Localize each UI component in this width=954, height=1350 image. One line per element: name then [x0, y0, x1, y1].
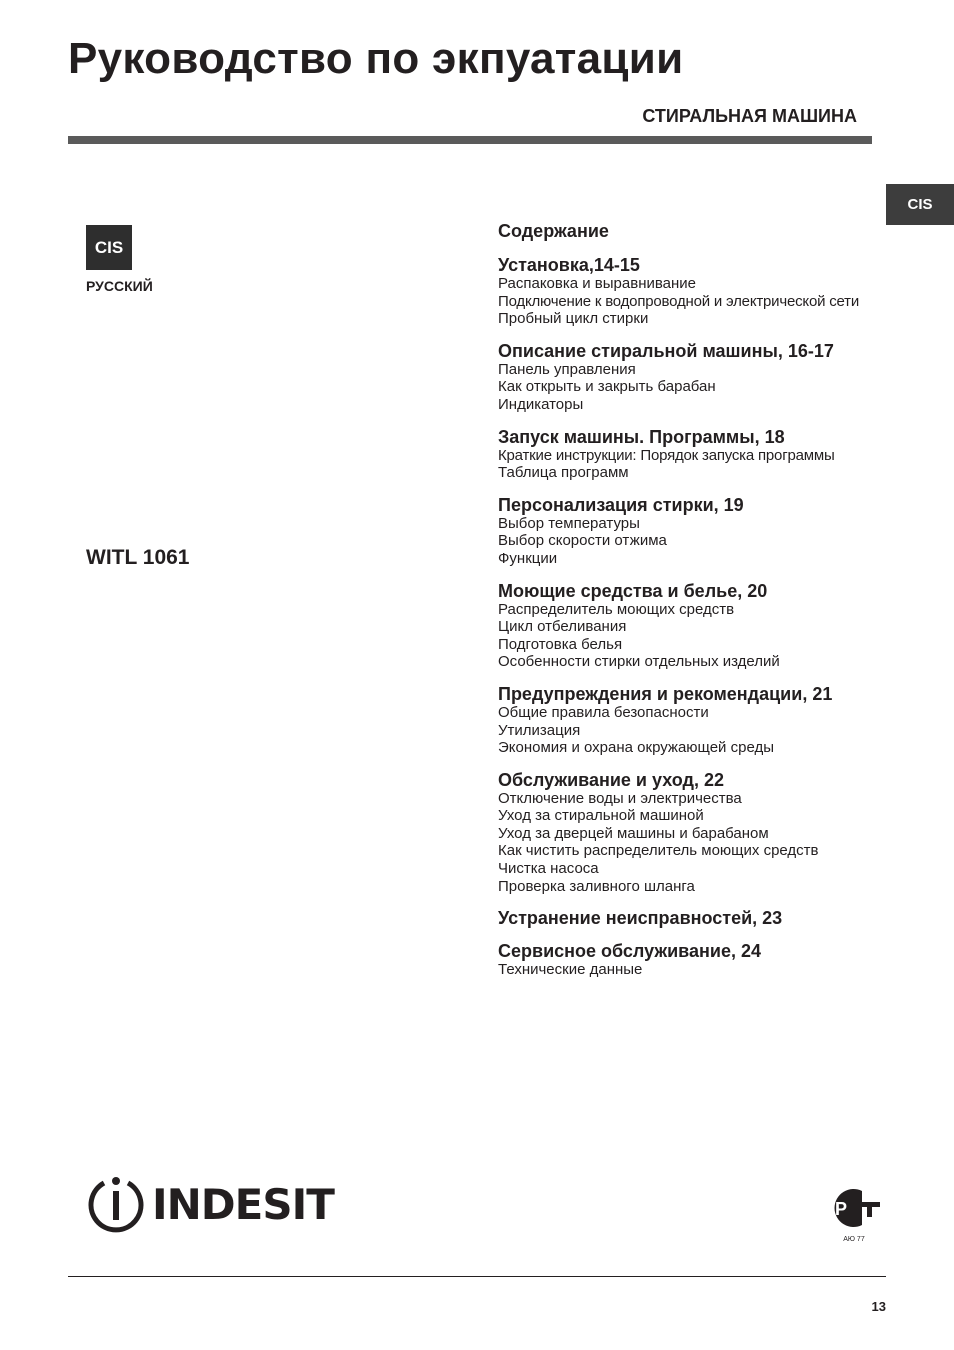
toc-section: [498, 341, 938, 414]
toc-item: Чистка насоса: [498, 860, 599, 878]
toc-sections: [498, 255, 938, 979]
brand-logo: [86, 1174, 334, 1234]
toc-item: Выбор скорости отжима: [498, 532, 667, 550]
toc-item: Проверка заливного шланга: [498, 877, 695, 895]
toc-section-title: Описание стиральной машины, 16-17: [498, 340, 834, 361]
page-number: 13: [871, 1299, 886, 1314]
toc-section: [498, 908, 938, 928]
toc-item: Общие правила безопасности: [498, 703, 709, 721]
toc-item: Выбор температуры: [498, 514, 640, 532]
toc-section-title: Запуск машины. Программы, 18: [498, 426, 785, 447]
language-badge: CIS: [86, 225, 132, 270]
certification-code: АЮ 77: [843, 1236, 865, 1243]
toc-item: Панель управления: [498, 360, 636, 378]
svg-text:Р: Р: [835, 1199, 848, 1219]
toc-section: [498, 941, 938, 979]
document-title: Руководство по экпуатации: [68, 34, 684, 83]
toc-item: Краткие инструкции: Порядок запуска программы: [498, 446, 835, 464]
toc-section-title: Устранение неисправностей, 23: [498, 908, 783, 929]
toc-item: Подготовка белья: [498, 635, 623, 653]
toc-section: [498, 255, 938, 328]
header-divider: [68, 136, 872, 144]
toc-item: Таблица программ: [498, 464, 629, 482]
model-number: WITL 1061: [86, 546, 190, 569]
toc-item: Функции: [498, 549, 558, 567]
certification-block: [826, 1186, 882, 1243]
toc-section-title: Моющие средства и белье, 20: [498, 580, 768, 601]
toc-item: Уход за стиральной машиной: [498, 807, 704, 825]
toc-item: Распределитель моющих средств: [498, 600, 735, 618]
brand-name: INDESIT: [152, 1179, 334, 1229]
toc-item: Экономия и охрана окружающей среды: [498, 739, 774, 757]
toc-section: [498, 581, 938, 671]
region-side-tab: CIS: [886, 184, 954, 225]
toc-section-title: Персонализация стирки, 19: [498, 494, 744, 515]
toc-item: Цикл отбеливания: [498, 618, 627, 636]
toc-section-title: Установка,14-15: [498, 255, 640, 275]
toc-heading: Содержание: [498, 221, 609, 241]
footer-divider: [68, 1276, 886, 1277]
toc-item: Уход за дверцей машины и барабаном: [498, 824, 769, 842]
toc-section-title: Сервисное обслуживание, 24: [498, 941, 761, 962]
toc-item: Распаковка и выравнивание: [498, 275, 697, 292]
product-type: СТИРАЛЬНАЯ МАШИНА: [642, 106, 857, 126]
toc-item: Индикаторы: [498, 395, 584, 413]
toc-section: [498, 684, 938, 757]
toc-item: Как открыть и закрыть барабан: [498, 378, 716, 396]
toc-section: [498, 427, 938, 482]
language-label: РУССКИЙ: [86, 278, 153, 294]
toc-item: Утилизация: [498, 721, 581, 739]
toc-item: Технические данные: [498, 961, 643, 979]
table-of-contents: [498, 220, 938, 992]
rst-certification-icon: [826, 1186, 882, 1230]
toc-item: Как чистить распределитель моющих средств: [498, 842, 819, 860]
indesit-logo-icon: [86, 1174, 146, 1234]
toc-item: Особенности стирки отдельных изделий: [498, 653, 780, 671]
toc-section-title: Предупреждения и рекомендации, 21: [498, 683, 833, 704]
toc-section-title: Обслуживание и уход, 22: [498, 769, 725, 790]
toc-section: [498, 495, 938, 568]
toc-section: [498, 770, 938, 896]
toc-item: Пробный цикл стирки: [498, 310, 649, 328]
toc-item: Подключение к водопроводной и электрической сети: [498, 292, 860, 310]
toc-item: Отключение воды и электричества: [498, 789, 742, 807]
